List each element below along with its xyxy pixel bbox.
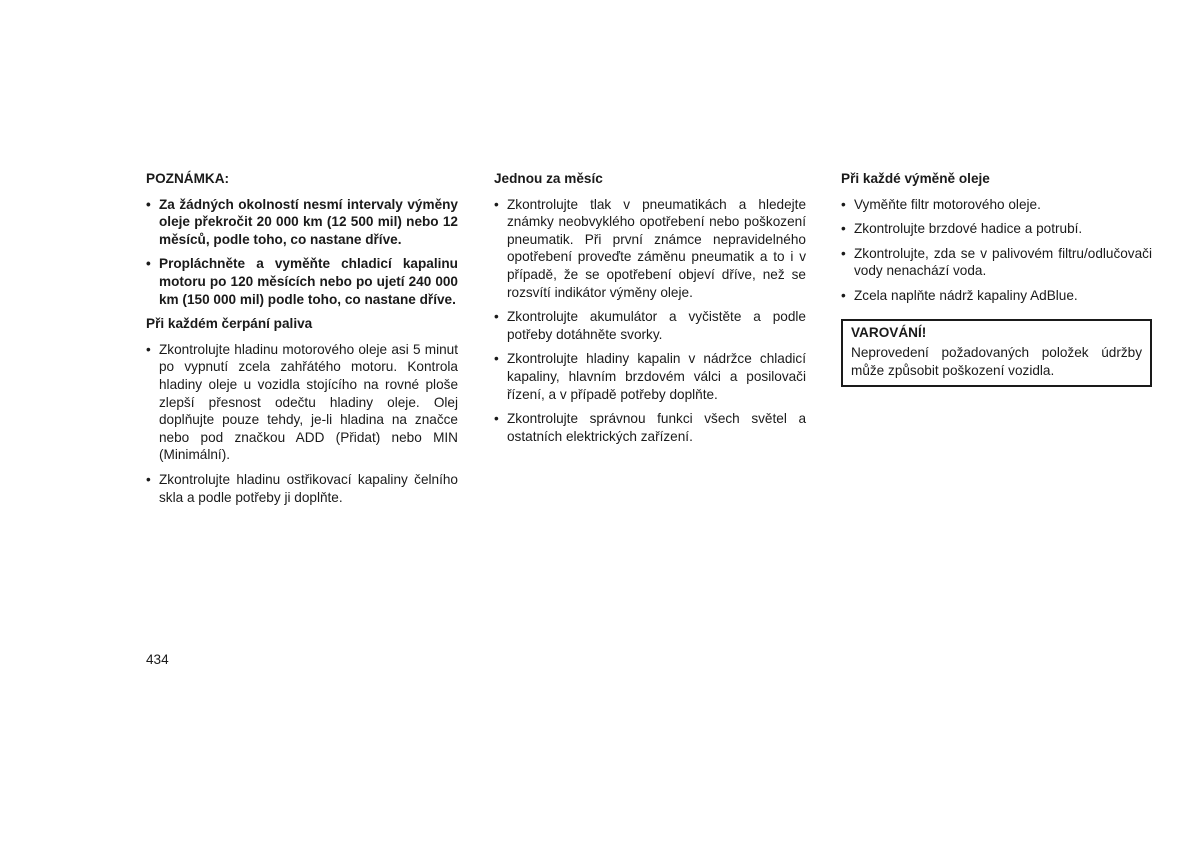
monthly-list: [494, 196, 806, 446]
list-item: • Za žádných okolností nesmí intervaly výměny oleje překročit 20 000 km (12 500 mil) nebo 12 měsíců, podle toho, co nastane dříve.: [146, 196, 458, 247]
left-column: [146, 170, 458, 513]
bullet: •: [146, 341, 151, 357]
warning-text: Neprovedení požadovaných položek údržby může způsobit poškození vozidla.: [851, 345, 1142, 378]
bullet: •: [841, 287, 846, 303]
list-item: • Zkontrolujte, zda se v palivovém filtru/odlučovači vody nenachází voda.: [841, 245, 1152, 279]
bullet: •: [146, 471, 151, 487]
note-list: [146, 196, 458, 309]
bullet: •: [494, 351, 499, 367]
bullet: •: [841, 245, 846, 261]
list-item: • Zkontrolujte tlak v pneumatikách a hledejte známky neobvyklého opotřebení nebo poškození pneumatik. Při první známce nepravidelného opotřebení proveďte záměnu pneumatik a to i v případě, že se opotřebení objeví dříve, než se rozsvítí indikátor výměny oleje.: [494, 196, 806, 300]
list-item: • Zkontrolujte akumulátor a vyčistěte a podle potřeby dotáhněte svorky.: [494, 309, 806, 342]
list-item: • Propláchněte a vyměňte chladicí kapalinu motoru po 120 měsících nebo po ujetí 240 000 km (150 000 mil) podle toho, co nastane dříve.: [146, 256, 458, 307]
bullet: •: [146, 196, 151, 212]
list-item: • Zcela naplňte nádrž kapaliny AdBlue.: [841, 287, 1078, 303]
bullet: •: [494, 196, 499, 212]
warning-title: VAROVÁNÍ!: [851, 324, 927, 340]
monthly-heading: Jednou za měsíc: [494, 171, 603, 186]
list-item: • Zkontrolujte správnou funkci všech světel a ostatních elektrických zařízení.: [494, 411, 806, 444]
page-number: 434: [146, 652, 169, 667]
list-item: • Zkontrolujte brzdové hadice a potrubí.: [841, 221, 1083, 237]
bullet: •: [146, 256, 151, 272]
oil-change-heading: Při každé výměně oleje: [841, 171, 990, 186]
note-heading: POZNÁMKA:: [146, 171, 230, 186]
oil-change-list: [841, 196, 1152, 305]
warning-box: [841, 319, 1152, 388]
bullet: •: [841, 221, 846, 237]
bullet: •: [494, 309, 499, 325]
list-item: • Zkontrolujte hladinu ostřikovací kapaliny čelního skla a podle potřeby ji doplňte.: [146, 471, 458, 505]
list-item: • Vyměňte filtr motorového oleje.: [841, 196, 1041, 212]
fuel-list: [146, 341, 458, 506]
right-column: [841, 170, 1152, 387]
list-item: • Zkontrolujte hladinu motorového oleje asi 5 minut po vypnutí zcela zahřátého motoru. Kontrola hladiny oleje u vozidla stojícího na rovné ploše zlepší přesnost odečtu hladiny oleje. Olej doplňujte pouze tehdy, je-li hladina na značce nebo pod značkou ADD (Přidat) nebo MIN (Minimální).: [146, 341, 458, 463]
middle-column: [494, 170, 806, 452]
bullet: •: [841, 196, 846, 212]
fuel-heading: Při každém čerpání paliva: [146, 316, 313, 332]
list-item: • Zkontrolujte hladiny kapalin v nádržce chladicí kapaliny, hlavním brzdovém válci a posilovači řízení, a v případě potřeby doplňte.: [494, 351, 806, 402]
bullet: •: [494, 411, 499, 427]
